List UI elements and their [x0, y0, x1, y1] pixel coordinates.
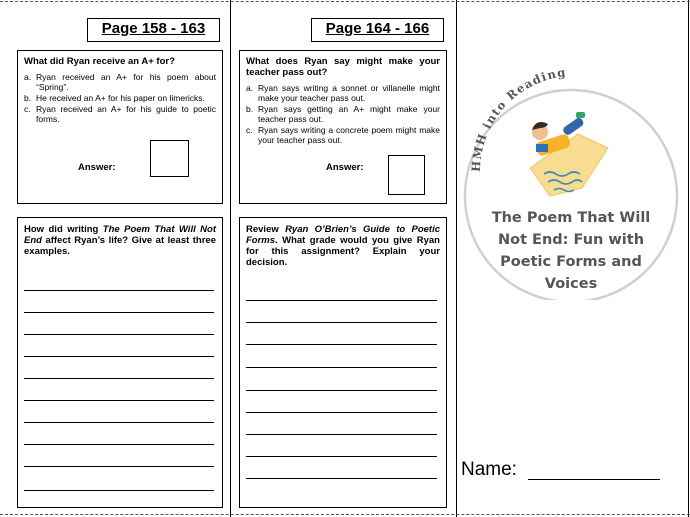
writing-line[interactable]: [24, 312, 214, 313]
writing-line[interactable]: [24, 334, 214, 335]
writing-line[interactable]: [24, 490, 214, 491]
writing-line[interactable]: [24, 400, 214, 401]
arc-title-text: HMH into Reading: [468, 64, 568, 173]
option-a: a. Ryan received an A+ for his poem about “Spring”.: [24, 72, 216, 92]
name-label: Name:: [461, 459, 517, 480]
response-prompt: Review Ryan O’Brien’s Guide to Poetic Forms. What grade would you give Ryan for this assignment? Explain your decision.: [246, 224, 440, 268]
answer-options: [246, 83, 440, 145]
writing-line[interactable]: [246, 478, 437, 479]
child-book: [536, 144, 548, 152]
writing-line[interactable]: [246, 322, 437, 323]
book-title: The Poem That Will Not End: Fun with Poetic Forms and Voices: [491, 210, 651, 292]
option-c: c. Ryan says writing a concrete poem might make your teacher pass out.: [246, 125, 440, 145]
writing-line[interactable]: [246, 434, 437, 435]
question-text: What does Ryan say might make your teacher pass out?: [246, 56, 440, 78]
fold-line-right: [456, 0, 457, 517]
multiple-choice-box: [17, 50, 223, 204]
answer-options: [24, 72, 216, 124]
name-field[interactable]: [528, 479, 660, 480]
answer-label: Answer:: [78, 162, 116, 173]
option-b: b. Ryan says getting an A+ might make your teacher pass out.: [246, 104, 440, 124]
answer-box[interactable]: [388, 155, 425, 195]
writing-line[interactable]: [246, 456, 437, 457]
option-b: b. He received an A+ for his paper on limericks.: [24, 93, 205, 103]
page-range-label: Page 164 - 166: [311, 18, 444, 42]
writing-line[interactable]: [24, 422, 214, 423]
writing-line[interactable]: [24, 378, 214, 379]
answer-box[interactable]: [150, 140, 189, 177]
bottom-dashed-border: [0, 514, 690, 515]
written-response-box: [17, 217, 223, 508]
page-edge-right: [688, 0, 689, 517]
writing-line[interactable]: [24, 444, 214, 445]
option-c: c. Ryan received an A+ for his guide to poetic forms.: [24, 104, 216, 124]
writing-line[interactable]: [24, 466, 214, 467]
top-dashed-border: [0, 1, 690, 2]
writing-line[interactable]: [24, 356, 214, 357]
writing-line[interactable]: [246, 367, 437, 368]
writing-line[interactable]: [246, 300, 437, 301]
page-range-label: Page 158 - 163: [87, 18, 220, 42]
written-response-box: [239, 217, 447, 508]
writing-line[interactable]: [246, 344, 437, 345]
fold-line-left: [230, 0, 231, 517]
writing-line[interactable]: [246, 412, 437, 413]
answer-label: Answer:: [326, 162, 364, 173]
child-shoe: [576, 112, 585, 118]
response-prompt: How did writing The Poem That Will Not End affect Ryan’s life? Give at least three examples.: [24, 224, 217, 257]
option-a: a. Ryan says writing a sonnet or villanelle might make your teacher pass out.: [246, 83, 440, 103]
question-text: What did Ryan receive an A+ for?: [24, 56, 175, 67]
writing-line[interactable]: [24, 290, 214, 291]
writing-line[interactable]: [246, 390, 437, 391]
